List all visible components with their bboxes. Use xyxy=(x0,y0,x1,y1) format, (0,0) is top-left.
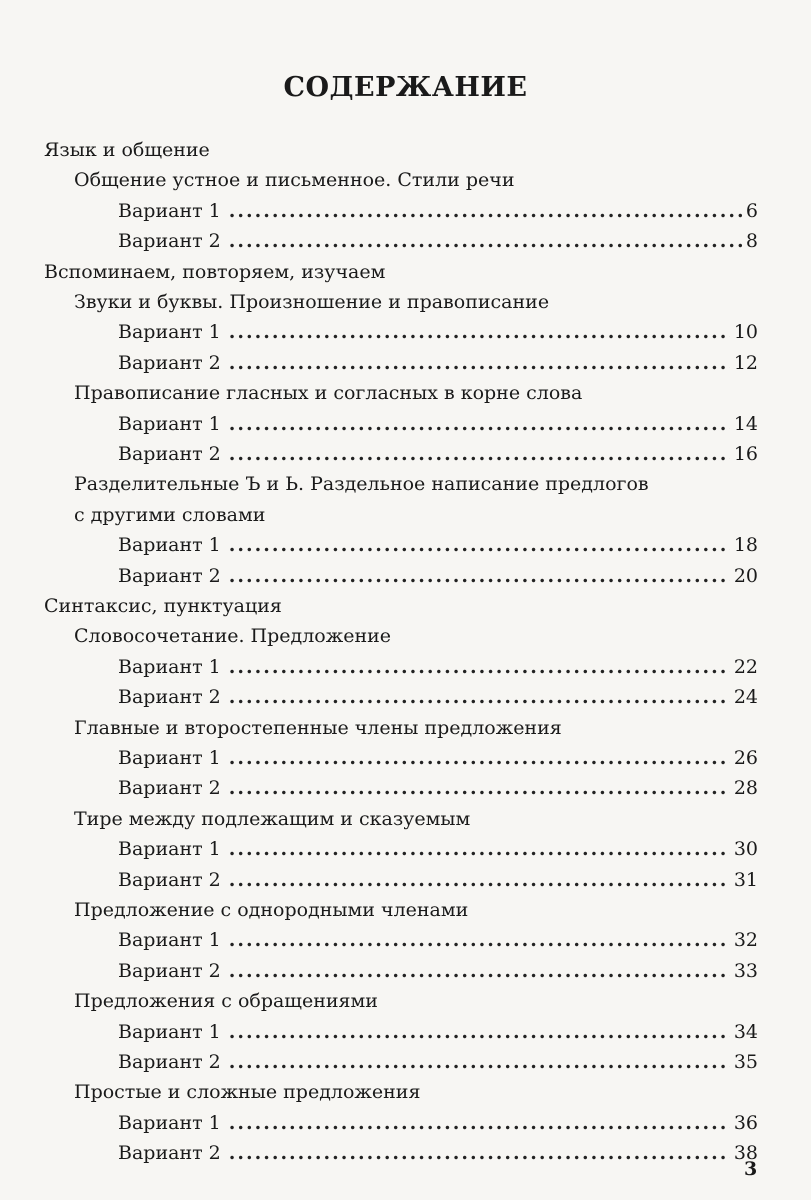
dot-leader xyxy=(229,532,730,558)
toc-entry[interactable] xyxy=(118,745,758,771)
dot-leader xyxy=(229,228,742,254)
entry-label: Вариант 1 xyxy=(118,412,221,435)
entry-page-number: 36 xyxy=(733,1111,758,1134)
entry-page-number: 38 xyxy=(733,1142,758,1165)
toc-entry[interactable] xyxy=(118,775,758,801)
entry-page-number: 28 xyxy=(733,777,758,800)
page-number: 3 xyxy=(744,1158,758,1180)
entry-page-number: 31 xyxy=(733,868,758,891)
entry-label: Вариант 1 xyxy=(118,747,221,769)
dot-leader xyxy=(229,411,730,437)
subsection-title: Звуки и буквы. Произношение и правописание xyxy=(74,291,550,313)
entry-label: Вариант 2 xyxy=(118,443,221,465)
subsection-title: с другими словами xyxy=(74,503,266,526)
entry-page-number: 10 xyxy=(733,321,758,344)
dot-leader xyxy=(229,927,730,953)
entry-page-number: 32 xyxy=(733,929,758,952)
toc-entry[interactable] xyxy=(118,1019,758,1045)
toc-entry[interactable] xyxy=(118,198,758,224)
toc-entry[interactable] xyxy=(118,532,758,558)
toc-entry[interactable] xyxy=(118,958,758,984)
toc-entry[interactable] xyxy=(118,654,758,680)
subsection-title: Предложение с однородными членами xyxy=(74,899,469,921)
entry-page-number: 22 xyxy=(733,655,758,678)
entry-label: Вариант 1 xyxy=(118,199,221,222)
entry-label: Вариант 1 xyxy=(118,1020,221,1043)
dot-leader xyxy=(229,775,730,801)
subsection-title: Словосочетание. Предложение xyxy=(74,625,392,648)
dot-leader xyxy=(229,350,730,376)
entry-label: Вариант 1 xyxy=(118,929,221,952)
dot-leader xyxy=(229,1019,730,1045)
dot-leader xyxy=(229,441,730,467)
entry-label: Вариант 2 xyxy=(118,230,221,253)
dot-leader xyxy=(229,198,742,224)
dot-leader xyxy=(229,563,730,589)
dot-leader xyxy=(229,684,730,710)
entry-label: Вариант 2 xyxy=(118,351,221,374)
entry-label: Вариант 2 xyxy=(118,686,221,709)
entry-label: Вариант 1 xyxy=(118,838,221,861)
dot-leader xyxy=(229,319,730,345)
entry-label: Вариант 2 xyxy=(118,959,221,982)
subsection-title: Тире между подлежащим и сказуемым xyxy=(74,807,471,830)
entry-page-number: 20 xyxy=(733,564,758,587)
entry-label: Вариант 1 xyxy=(118,534,221,557)
dot-leader xyxy=(229,1049,730,1075)
toc-entry[interactable] xyxy=(118,1110,758,1136)
subsection-title: Правописание гласных и согласных в корне слова xyxy=(74,382,583,405)
subsection-title: Предложения с обращениями xyxy=(74,990,378,1013)
toc-entry[interactable] xyxy=(118,836,758,862)
entry-page-number: 16 xyxy=(733,443,758,465)
entry-label: Вариант 2 xyxy=(118,1142,221,1165)
subsection-title: Главные и второстепенные члены предложения xyxy=(74,716,562,739)
toc-entry[interactable] xyxy=(118,927,758,953)
dot-leader xyxy=(229,958,730,984)
toc-entry[interactable] xyxy=(118,563,758,589)
toc-entry[interactable] xyxy=(118,228,758,254)
dot-leader xyxy=(229,654,730,680)
subsection-title: Разделительные Ъ и Ь. Раздельное написание предлогов xyxy=(74,473,649,496)
toc-entry[interactable] xyxy=(118,319,758,345)
toc-entry[interactable] xyxy=(118,684,758,710)
subsection-title: Общение устное и письменное. Стили речи xyxy=(74,169,515,192)
toc-entry[interactable] xyxy=(118,1140,758,1166)
toc-entry[interactable] xyxy=(118,867,758,893)
entry-label: Вариант 2 xyxy=(118,777,221,800)
entry-page-number: 8 xyxy=(745,230,758,253)
entry-label: Вариант 1 xyxy=(118,321,221,344)
dot-leader xyxy=(229,867,730,893)
entry-page-number: 26 xyxy=(733,747,758,769)
entry-page-number: 34 xyxy=(733,1020,758,1043)
entry-page-number: 18 xyxy=(733,534,758,557)
section-heading: Синтаксис, пунктуация xyxy=(44,595,282,617)
entry-label: Вариант 2 xyxy=(118,868,221,891)
entry-page-number: 6 xyxy=(745,199,758,222)
entry-label: Вариант 1 xyxy=(118,655,221,678)
entry-label: Вариант 2 xyxy=(118,1051,221,1073)
entry-page-number: 24 xyxy=(733,686,758,709)
entry-label: Вариант 1 xyxy=(118,1111,221,1134)
section-heading: Язык и общение xyxy=(44,139,210,161)
entry-page-number: 14 xyxy=(733,412,758,435)
entry-page-number: 33 xyxy=(733,959,758,982)
section-heading: Вспоминаем, повторяем, изучаем xyxy=(44,260,386,283)
entry-page-number: 30 xyxy=(733,838,758,861)
entry-page-number: 35 xyxy=(733,1051,758,1073)
dot-leader xyxy=(229,1110,730,1136)
page-title: СОДЕРЖАНИЕ xyxy=(283,72,528,103)
subsection-title: Простые и сложные предложения xyxy=(74,1081,421,1104)
dot-leader xyxy=(229,1140,730,1166)
dot-leader xyxy=(229,836,730,862)
toc-entry[interactable] xyxy=(118,1049,758,1075)
toc-entry[interactable] xyxy=(118,350,758,376)
toc-entry[interactable] xyxy=(118,441,758,467)
entry-label: Вариант 2 xyxy=(118,564,221,587)
dot-leader xyxy=(229,745,730,771)
toc-entry[interactable] xyxy=(118,411,758,437)
entry-page-number: 12 xyxy=(733,351,758,374)
